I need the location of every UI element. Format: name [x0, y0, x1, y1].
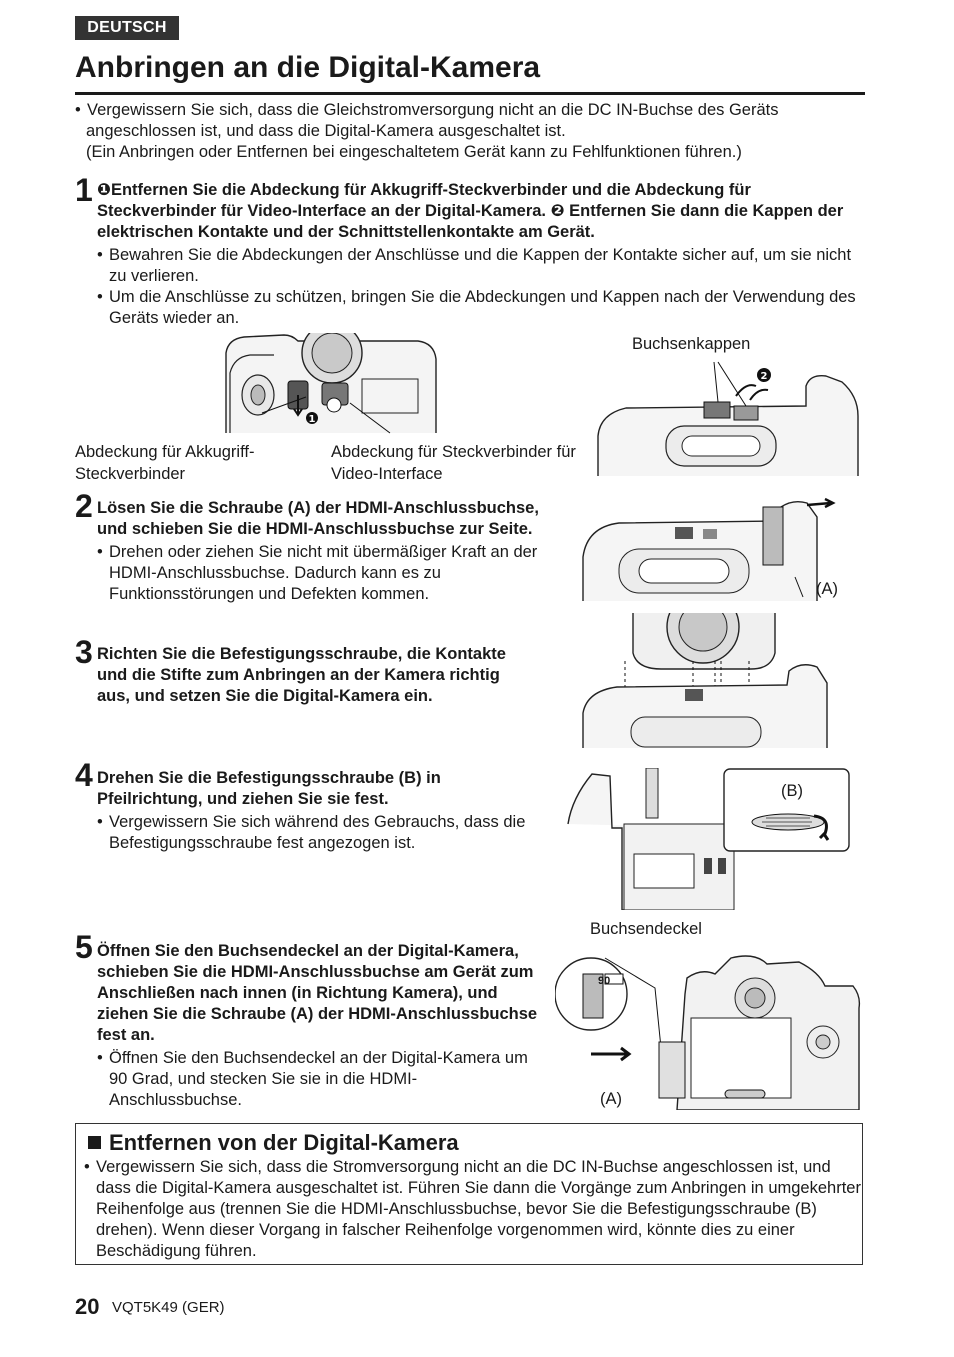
svg-text:1: 1	[308, 414, 316, 425]
removal-heading	[88, 1130, 459, 1156]
step-3-instruction: Richten Sie die Befestigungsschraube, die Kontakte und die Stifte zum Anbringen an der Kamera richtig aus, und setzen Sie die Digital-Kamera ein.	[97, 645, 506, 705]
step-2-instruction: Lösen Sie die Schraube (A) der HDMI-Anschlussbuchse, und schieben Sie die HDMI-Anschlussbuchse zur Seite.	[97, 499, 539, 538]
connect-hdmi-illustration	[555, 938, 862, 1110]
step-4-instruction: Drehen Sie die Befestigungsschraube (B) in Pfeilrichtung, und ziehen Sie sie fest.	[97, 769, 441, 808]
removal-heading-text: Entfernen von der Digital-Kamera	[109, 1130, 459, 1155]
page-number: 20	[75, 1294, 100, 1319]
battery-grip-cover-label: Abdeckung für Akkugriff-Steckverbinder	[75, 443, 255, 483]
doc-code: VQT5K49 (GER)	[112, 1299, 225, 1316]
step-3	[97, 644, 512, 707]
step-5-note-1: • Öffnen Sie den Buchsendeckel an der Digital-Kamera um 90 Grad, und stecken Sie sie in die HDMI-Anschlussbuchse.	[97, 1048, 549, 1111]
step-1-instruction: ❶Entfernen Sie die Abdeckung für Akkugriff-Steckverbinder und die Abdeckung für Steckverbinder für Video-Interface an der Digital-Kamera. ❷ Entfernen Sie dann die Kappen der elektrischen Kontakte und der Schnittstellenkontakte am Gerät.	[97, 181, 844, 241]
intro-line-1: • Vergewissern Sie sich, dass die Gleichstromversorgung nicht an die DC IN-Buchse des Geräts	[75, 100, 865, 121]
video-interface-cover-label: Abdeckung für Steckverbinder für Video-Interface	[331, 443, 576, 483]
socket-cover-label: Buchsendeckel	[590, 920, 702, 938]
step-2-number: 2	[75, 488, 93, 524]
language-tag: DEUTSCH	[75, 16, 179, 40]
intro-note	[75, 100, 865, 163]
socket-caps-label: Buchsenkappen	[632, 335, 751, 353]
step-2-note-1: • Drehen oder ziehen Sie nicht mit übermäßiger Kraft an der HDMI-Anschlussbuchse. Dadurch kann es zu Funktionsstörungen und Defekten kommen.	[97, 542, 549, 605]
step-4-note-1: • Vergewissern Sie sich während des Gebrauchs, dass die Befestigungsschraube fest angezogen ist.	[97, 812, 547, 854]
intro-line-2: angeschlossen ist, und dass die Digital-Kamera ausgeschaltet ist.	[86, 122, 566, 140]
unit-caps-illustration	[596, 356, 862, 477]
step-1-note-2: • Um die Anschlüsse zu schützen, bringen Sie die Abdeckungen und Kappen nach der Verwendung des Geräts wieder an.	[97, 287, 867, 329]
step-5-number: 5	[75, 929, 93, 965]
step-3-number: 3	[75, 634, 93, 670]
step-1-number: 1	[75, 172, 93, 208]
removal-section	[75, 1123, 863, 1265]
square-bullet-icon	[88, 1136, 101, 1149]
angle-label: 90	[598, 975, 611, 987]
step-5	[97, 941, 549, 1111]
step-2	[97, 498, 549, 605]
page-title: Anbringen an die Digital-Kamera	[75, 48, 865, 95]
step-1-note-1: • Bewahren Sie die Abdeckungen der Anschlüsse und die Kappen der Kontakte sicher auf, um sie nicht zu verlieren.	[97, 245, 867, 287]
camera-bottom-illustration	[222, 333, 440, 435]
screw-b-label: (B)	[781, 782, 803, 800]
intro-line-3: (Ein Anbringen oder Entfernen bei eingeschaltetem Gerät kann zu Fehlfunktionen führen.)	[86, 143, 742, 161]
screw-a-label-step2: (A)	[816, 580, 838, 598]
tighten-screw-illustration	[562, 768, 852, 910]
align-camera-illustration	[581, 613, 837, 748]
removal-text: • Vergewissern Sie sich, dass die Stromversorgung nicht an die DC IN-Buchse angeschlossen ist, und dass die Digital-Kamera ausgeschaltet ist. Führen Sie dann die Vorgänge zum Anbringen in umgekehrter Reihenfolge aus (trennen Sie die HDMI-Anschlussbuchse, bevor Sie die Befestigungsschraube (B) drehen). Wenn dieser Vorgang in falscher Reihenfolge vorgenommen wird, könnte dies zu einer Beschädigung führen.	[84, 1157, 866, 1262]
hdmi-slide-illustration	[579, 497, 837, 601]
step-1	[97, 180, 867, 329]
step-4-number: 4	[75, 757, 93, 793]
step-4	[97, 768, 547, 854]
step-5-instruction: Öffnen Sie den Buchsendeckel an der Digital-Kamera, schieben Sie die HDMI-Anschlussbuchse am Gerät zum Anschließen nach innen (in Richtung Kamera), und ziehen Sie die Schraube (A) der HDMI-Anschlussbuchse fest an.	[97, 942, 538, 1044]
screw-a-label-step5: (A)	[600, 1090, 622, 1108]
svg-text:2: 2	[760, 371, 768, 382]
